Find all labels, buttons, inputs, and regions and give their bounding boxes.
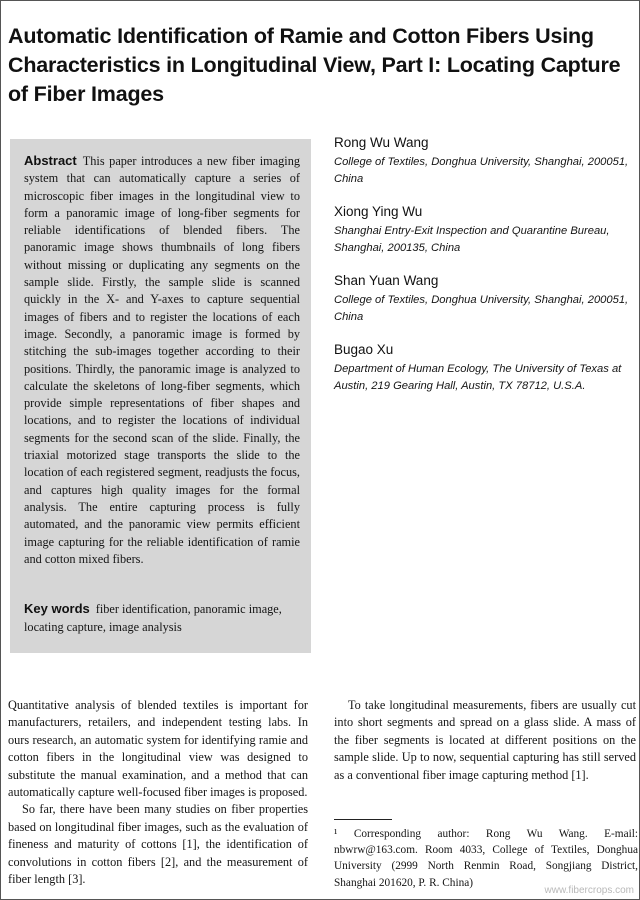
paper-title: Automatic Identification of Ramie and Cotton Fibers Using Characteristics in Longitudinal View, Part I: Locating Capture of Fiber Images bbox=[8, 24, 621, 106]
author-block bbox=[334, 341, 634, 395]
abstract-body: This paper introduces a new fiber imaging system that can automatically capture a series of microscopic fiber images in the longitudinal view to form a panoramic image of long-fiber segments for reliable identifications of blended fibers. The panoramic image shows thumbnails of long fibers without missing or duplicating any segments on the sample slide. Firstly, the sample slide is scanned quickly in the X- and Y-axes to capture sequential images of fibers and to register the locations of each image. Secondly, a panoramic image is formed by stitching the sub-images together according to their positions. Thirdly, the panoramic image is analyzed to calculate the skeletons of long-fiber segments, which provide simple representations of fiber shapes and locations, and to register the locations of individual segments for the second scan of the slide. Finally, the triaxial motorized stage transports the slide to the location of each registered segment, readjusts the focus, and captures high quality images for the formal analysis. The entire capturing process is fully automated, and the panoramic view permits efficient image capturing for the reliable identification of ramie and cotton mixed fibers. bbox=[24, 154, 300, 566]
watermark: www.fibercrops.com bbox=[544, 885, 634, 896]
author-affiliation: Shanghai Entry-Exit Inspection and Quarantine Bureau, Shanghai, 200135, China bbox=[334, 225, 610, 254]
body-paragraph: To take longitudinal measurements, fibers are usually cut into short segments and spread on a glass slide. A mass of the fiber segments is located at different positions on the sample slide. Up to now, sequential capturing has still served as a conventional fiber image capturing method [1]. bbox=[334, 698, 636, 782]
author-block bbox=[334, 272, 634, 326]
author-name: Rong Wu Wang bbox=[334, 135, 429, 150]
footnote-rule bbox=[334, 819, 392, 820]
body-right-column bbox=[334, 697, 636, 784]
keywords-body: fiber identification, panoramic image, locating capture, image analysis bbox=[24, 602, 282, 634]
author-name: Bugao Xu bbox=[334, 342, 394, 357]
author-block bbox=[334, 203, 634, 257]
abstract bbox=[24, 152, 300, 568]
body-paragraph: So far, there have been many studies on fiber properties based on longitudinal fiber images, such as the evaluation of fineness and maturity of cottons [1], the identification of convolutions in cotton fibers [2], and the measurement of fiber length [3]. bbox=[8, 802, 308, 887]
author-affiliation: College of Textiles, Donghua University, Shanghai, 200051, China bbox=[334, 294, 629, 323]
body-left-column bbox=[8, 697, 308, 888]
author-list bbox=[334, 134, 634, 410]
author-affiliation: Department of Human Ecology, The University of Texas at Austin, 219 Gearing Hall, Austin, TX 78712, U.S.A. bbox=[334, 363, 622, 392]
author-affiliation: College of Textiles, Donghua University, Shanghai, 200051, China bbox=[334, 156, 629, 185]
abstract-heading: Abstract bbox=[24, 153, 77, 168]
author-name: Shan Yuan Wang bbox=[334, 273, 439, 288]
body-paragraph: Quantitative analysis of blended textiles is important for manufacturers, retailers, and independent testing labs. In ours research, an automatic system for identifying ramie and cotton fibers in the longitudinal view was designed to substitute the manual examination, and a method that can automatically capture well-focused fiber images is proposed. bbox=[8, 698, 308, 800]
author-block bbox=[334, 134, 634, 188]
keywords-heading: Key words bbox=[24, 601, 90, 616]
footnote: ¹ Corresponding author: Rong Wu Wang. E-mail: nbwrw@163.com. Room 4033, College of Textiles, Donghua University (2999 North Renmin Road, Songjiang District, Shanghai 201620, P. R. China) bbox=[334, 828, 638, 889]
author-name: Xiong Ying Wu bbox=[334, 204, 423, 219]
keywords bbox=[24, 600, 304, 636]
